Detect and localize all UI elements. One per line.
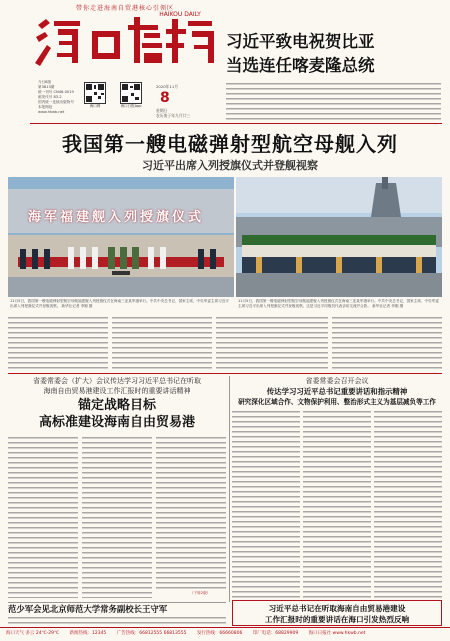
story-left-column	[156, 436, 226, 590]
footer-item: 海口日报社 www.hkwb.net	[308, 631, 366, 636]
headline-line[interactable]: 工作汇报时的重要讲话在海口引发热烈反响	[264, 615, 410, 624]
lead-body-column	[216, 316, 328, 370]
lead-body-column	[332, 316, 442, 370]
story-bottom-left-headline[interactable]: 范少军会见北京师范大学常务副校长王守军	[8, 604, 168, 614]
pub-info-line: 第3813期	[38, 85, 55, 89]
top-headline-line[interactable]: 当选连任喀麦隆总统	[226, 56, 375, 75]
qr-code-icon[interactable]	[120, 82, 142, 104]
lead-photo-right[interactable]	[236, 177, 442, 297]
kicker-line: 省委常委会（扩大）会议传达学习习近平总书记在听取	[33, 377, 201, 385]
banner-text: 海军福建舰入列授旗仪式	[28, 210, 205, 225]
footer-item: 新闻热线：12345	[69, 631, 107, 636]
headline-line[interactable]: 锚定战略目标	[77, 398, 156, 413]
story-left-column	[8, 436, 78, 598]
story-left-headline[interactable]	[8, 397, 226, 431]
footer-item: 海口天气 多云 24℃-29℃	[6, 631, 60, 636]
lead-body-column	[112, 316, 212, 370]
column-divider	[229, 376, 230, 602]
date-weekday: 星期日	[156, 108, 168, 113]
story-bottom-right-box[interactable]	[232, 600, 442, 626]
lead-story-headline[interactable]: 我国第一艘电磁弹射型航空母舰入列	[62, 132, 398, 156]
top-story-body	[226, 82, 441, 120]
pub-info-line: 今日8版	[38, 80, 52, 84]
story-right-column	[374, 410, 442, 598]
footer-item: 印厂电话：68829909	[252, 631, 299, 636]
photo-credit: 新华社记者 李刚 摄	[372, 304, 404, 308]
lead-story-subheadline: 习近平出席入列授旗仪式并登舰视察	[142, 159, 318, 172]
pub-info-line: 本报网址 www.hkwb.net	[38, 105, 65, 114]
footer-item: 发行热线：66660806	[196, 631, 243, 636]
divider	[8, 373, 442, 374]
jump-line[interactable]: （下转2版）	[190, 591, 211, 595]
caption-text: 11月5日，我国第一艘电磁弹射型航空母舰福建舰入列授旗仪式在海南三亚某军港举行。中共中央总书记、国家主席、中央军委主席习近平出席入列授旗仪式并登舰视察。	[10, 299, 229, 308]
story-right-column	[232, 410, 300, 598]
footer-item: 广告热线：66812555 66813555	[116, 631, 187, 636]
kicker-line: 海南自由贸易港建设工作汇报时的重要讲话精神	[43, 387, 191, 395]
lead-photo-left[interactable]	[8, 177, 234, 297]
pub-info-line: 统一刊号 CN46-0019	[38, 90, 74, 94]
qr-code-icon[interactable]	[84, 82, 106, 104]
divider	[8, 602, 226, 603]
story-left-kicker	[8, 376, 226, 396]
qr-label: 海口日报App	[120, 104, 142, 108]
headline-line[interactable]: 研究深化区域合作、文物保护利用、整治形式主义为基层减负等工作	[238, 398, 436, 406]
right-photo-caption	[238, 299, 442, 309]
story-right-column	[303, 410, 371, 598]
date-year-month: 2020年11月	[156, 84, 179, 89]
qr-label: 海口网	[89, 104, 101, 108]
lead-body-column	[8, 316, 108, 370]
story-right-headline[interactable]	[232, 387, 442, 407]
masthead-english-title: HAIKOU DAILY	[159, 11, 201, 18]
date-lunar: 农历庚子年九月廿三	[156, 113, 191, 118]
headline-line[interactable]: 高标准建设海南自由贸易港	[38, 415, 195, 430]
divider	[30, 123, 442, 124]
headline-line[interactable]: 传达学习习近平总书记重要讲话和指示精神	[266, 387, 408, 396]
page-footer	[0, 627, 450, 641]
qr-code-block-2[interactable]	[120, 82, 151, 109]
pub-info-line: 国内统一连续出版物号	[38, 100, 74, 104]
caption-text: 11月5日，我国第一艘电磁弹射型航空母舰福建舰入列授旗仪式在海南三亚某军港举行。中共中央总书记、国家主席、中央军委主席习近平出席入列授旗仪式并登舰视察。这是习近平同舰员代表亲切交流并合影。	[238, 299, 439, 308]
left-photo-caption	[10, 299, 232, 309]
top-headline-line[interactable]: 习近平致电祝贺比亚	[226, 32, 375, 51]
pub-info-line: 邮发代号 83-2	[38, 95, 62, 99]
story-right-kicker: 省委常委会召开会议	[305, 377, 369, 385]
publication-info	[38, 80, 74, 115]
masthead-slogan: 带你走进海南自贸港核心引领区	[75, 5, 174, 12]
top-story-headline[interactable]	[226, 30, 441, 78]
story-bottom-left-body	[8, 616, 226, 626]
headline-line[interactable]: 习近平总书记在听取海南自由贸易港建设	[268, 604, 406, 613]
story-left-column	[82, 436, 152, 598]
photo-credit: 新华社记者 李刚 摄	[61, 304, 93, 308]
date-day: 8	[160, 90, 170, 106]
